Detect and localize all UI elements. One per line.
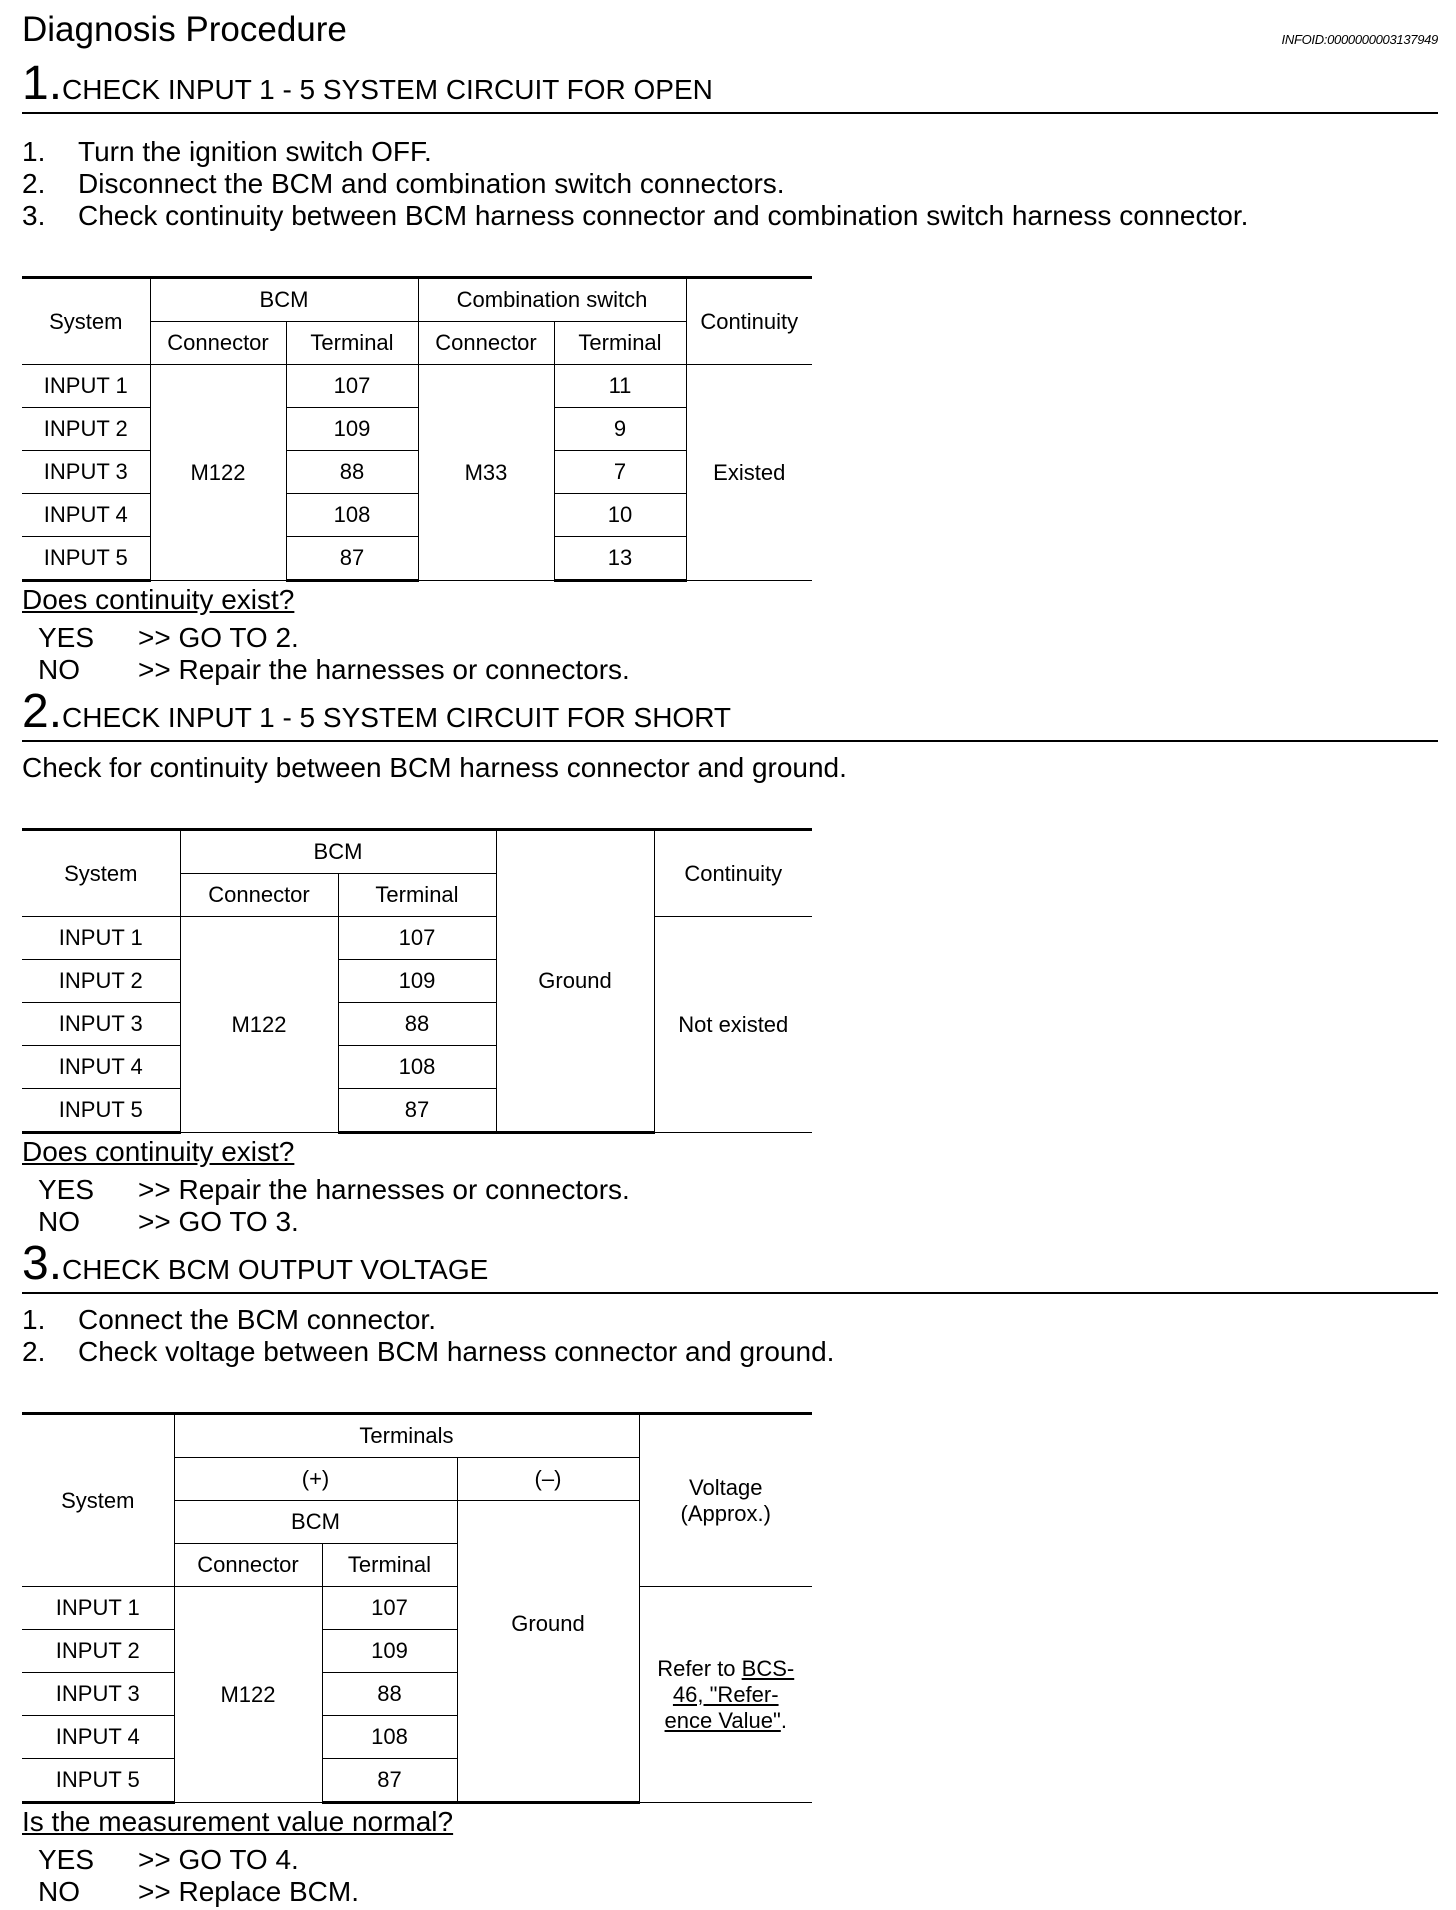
page-title: Diagnosis Procedure [22, 10, 347, 49]
table-row: INPUT 1 M122 107 Refer to BCS- 46, "Refer- ence Value". [22, 1587, 812, 1630]
bcm-connector: M122 [174, 1587, 322, 1803]
header-terminals: Terminals [174, 1414, 639, 1458]
continuity-value: Existed [686, 365, 812, 581]
step-1-title: CHECK INPUT 1 - 5 SYSTEM CIRCUIT FOR OPEN [62, 74, 713, 105]
step-1-continuity-table [22, 276, 812, 582]
combo-connector: M33 [418, 365, 554, 581]
table-row: INPUT 4 108 [22, 1716, 812, 1759]
list-item: 1. Turn the ignition switch OFF. [22, 136, 432, 167]
header-connector: Connector [418, 322, 554, 365]
header-system: System [22, 1414, 174, 1587]
header-connector: Connector [150, 322, 286, 365]
header-terminal: Terminal [322, 1544, 457, 1587]
table-row: INPUT 3 88 7 [22, 451, 812, 494]
table-row: INPUT 2 109 [22, 1630, 812, 1673]
step-2-question: Does continuity exist? [22, 1136, 295, 1167]
header-bcm: BCM [180, 830, 496, 874]
step-1-heading [22, 57, 1438, 114]
header-connector: Connector [180, 874, 338, 917]
header-bcm: BCM [150, 278, 418, 322]
bcm-connector: M122 [150, 365, 286, 581]
header-minus: (–) [457, 1458, 639, 1501]
header-terminal: Terminal [554, 322, 686, 365]
table-row: INPUT 2 109 [22, 960, 812, 1003]
reference-link[interactable]: ence Value" [664, 1707, 781, 1733]
header-system: System [22, 830, 180, 917]
step-3-voltage-table [22, 1412, 812, 1804]
header-connector: Connector [174, 1544, 322, 1587]
step-1-number: 1. [22, 57, 63, 110]
page-header [22, 6, 1438, 50]
header-terminal: Terminal [338, 874, 496, 917]
reference-link[interactable]: 46, "Refer- [672, 1681, 779, 1707]
table-row: INPUT 5 87 13 [22, 537, 812, 581]
table-row: INPUT 1 M122 107 M33 11 Existed [22, 365, 812, 408]
step-3-heading [22, 1237, 1438, 1294]
step-3-question: Is the measurement value normal? [22, 1806, 454, 1837]
table-row: INPUT 4 108 10 [22, 494, 812, 537]
ground-cell: Ground [457, 1501, 639, 1803]
header-bcm: BCM [174, 1501, 457, 1544]
header-system: System [22, 278, 150, 365]
list-item: 1. Connect the BCM connector. [22, 1304, 436, 1335]
info-id: INFOID:0000000003137949 [1281, 32, 1438, 47]
header-continuity: Continuity [654, 830, 812, 917]
list-item: 2. Check voltage between BCM harness connector and ground. [22, 1336, 835, 1367]
header-plus: (+) [174, 1458, 457, 1501]
reference-link[interactable]: BCS- [741, 1655, 795, 1681]
list-item: 3. Check continuity between BCM harness connector and combination switch harness connector. [22, 200, 1249, 231]
table-row: INPUT 2 109 9 [22, 408, 812, 451]
step-2-title: CHECK INPUT 1 - 5 SYSTEM CIRCUIT FOR SHORT [62, 702, 732, 733]
reference-cell: Refer to BCS- 46, "Refer- ence Value". [639, 1587, 812, 1803]
step-3-instructions [22, 1304, 1422, 1368]
table-row: INPUT 5 87 [22, 1089, 812, 1133]
step-2-continuity-table [22, 828, 812, 1134]
step-2-instruction: Check for continuity between BCM harness connector and ground. [22, 752, 847, 783]
table-row: INPUT 1 M122 107 Not existed [22, 917, 812, 960]
ground-cell: Ground [496, 830, 654, 1133]
step-2-number: 2. [22, 685, 63, 738]
header-voltage: Voltage (Approx.) [639, 1414, 812, 1587]
step-1-instructions [22, 136, 1422, 232]
header-combination-switch: Combination switch [418, 278, 686, 322]
bcm-connector: M122 [180, 917, 338, 1133]
step-1-question: Does continuity exist? [22, 584, 295, 615]
table-row: INPUT 3 88 [22, 1673, 812, 1716]
table-row: INPUT 3 88 [22, 1003, 812, 1046]
step-3-number: 3. [22, 1237, 63, 1290]
table-row: INPUT 4 108 [22, 1046, 812, 1089]
step-3-title: CHECK BCM OUTPUT VOLTAGE [62, 1254, 489, 1285]
list-item: 2. Disconnect the BCM and combination switch connectors. [22, 168, 785, 199]
continuity-value: Not existed [654, 917, 812, 1133]
header-continuity: Continuity [686, 278, 812, 365]
table-row: INPUT 5 87 [22, 1759, 812, 1803]
header-terminal: Terminal [286, 322, 418, 365]
step-2-heading [22, 685, 1438, 742]
